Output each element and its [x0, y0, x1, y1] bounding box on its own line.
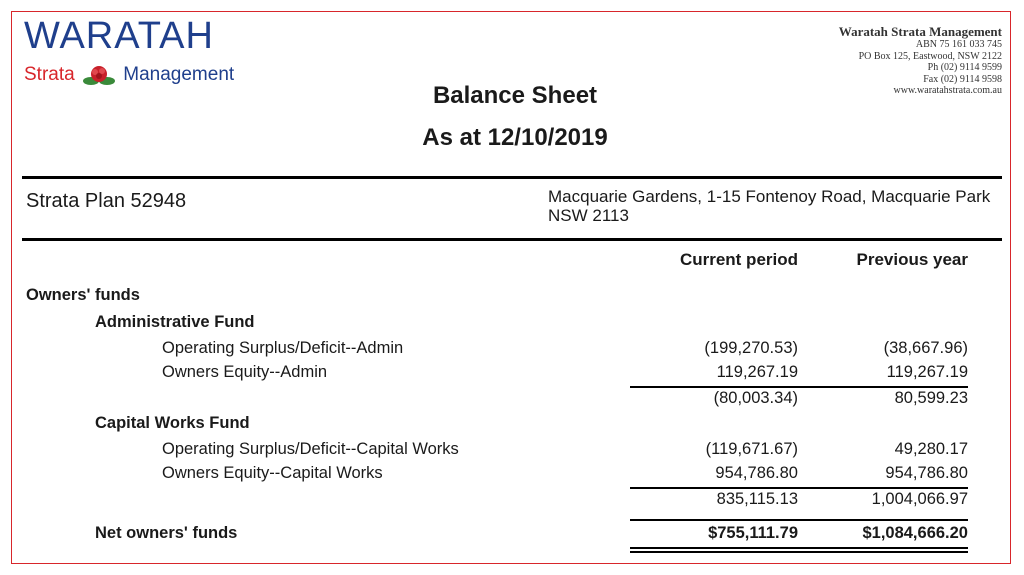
row-label: Owners Equity--Capital Works — [162, 464, 383, 482]
table-divider — [22, 238, 1002, 241]
row-label: Owners Equity--Admin — [162, 363, 328, 381]
row-previous: 954,786.80 — [885, 464, 968, 482]
logo-management-text: Management — [123, 64, 235, 86]
logo-subtitle — [24, 63, 234, 87]
admin-total-previous: 80,599.23 — [894, 389, 968, 407]
header-divider — [22, 176, 1002, 179]
capital-total-previous: 1,004,066.97 — [871, 490, 968, 508]
company-abn: ABN 75 161 033 745 — [915, 39, 1002, 50]
row-previous: 49,280.17 — [894, 440, 968, 458]
double-rule-bottom — [630, 551, 968, 553]
company-details — [839, 24, 1002, 97]
row-current: (119,671.67) — [705, 440, 798, 458]
net-total-previous: $1,084,666.20 — [862, 524, 968, 542]
logo-strata-text: Strata — [24, 64, 75, 86]
property-address: Macquarie Gardens, 1-15 Fontenoy Road, Macquarie Park NSW 2113 — [548, 187, 991, 225]
net-owners-funds-label: Net owners' funds — [95, 524, 238, 542]
column-previous-year: Previous year — [856, 250, 968, 269]
double-rule-top — [630, 547, 968, 549]
net-total-current: $755,111.79 — [708, 524, 798, 542]
row-current: (199,270.53) — [704, 339, 798, 357]
row-label: Operating Surplus/Deficit--Admin — [162, 339, 404, 357]
row-previous: (38,667.96) — [883, 339, 968, 357]
company-name: Waratah Strata Management — [838, 24, 1002, 39]
strata-plan: Strata Plan 52948 — [26, 190, 187, 212]
row-current: 954,786.80 — [715, 464, 798, 482]
subtotal-rule — [630, 386, 968, 388]
page-title: Balance Sheet — [432, 82, 598, 109]
logo-wordmark: WARATAH — [24, 15, 214, 57]
total-rule — [630, 519, 968, 521]
row-current: 119,267.19 — [716, 363, 798, 381]
owners-funds-heading: Owners' funds — [26, 286, 140, 304]
capital-total-current: 835,115.13 — [716, 490, 798, 508]
page-subtitle: As at 12/10/2019 — [422, 124, 608, 151]
company-phone: Ph (02) 9114 9599 — [927, 62, 1002, 73]
waratah-flower-icon — [82, 63, 116, 87]
company-fax: Fax (02) 9114 9598 — [923, 73, 1002, 85]
company-website[interactable]: www.waratahstrata.com.au — [893, 85, 1002, 96]
row-label: Operating Surplus/Deficit--Capital Works — [162, 440, 459, 458]
subtotal-rule — [630, 487, 968, 489]
admin-fund-heading: Administrative Fund — [95, 313, 255, 331]
capital-fund-heading: Capital Works Fund — [95, 414, 250, 432]
column-current-period: Current period — [679, 250, 798, 269]
company-po-box: PO Box 125, Eastwood, NSW 2122 — [858, 50, 1002, 62]
admin-total-current: (80,003.34) — [713, 389, 798, 407]
row-previous: 119,267.19 — [886, 363, 968, 381]
